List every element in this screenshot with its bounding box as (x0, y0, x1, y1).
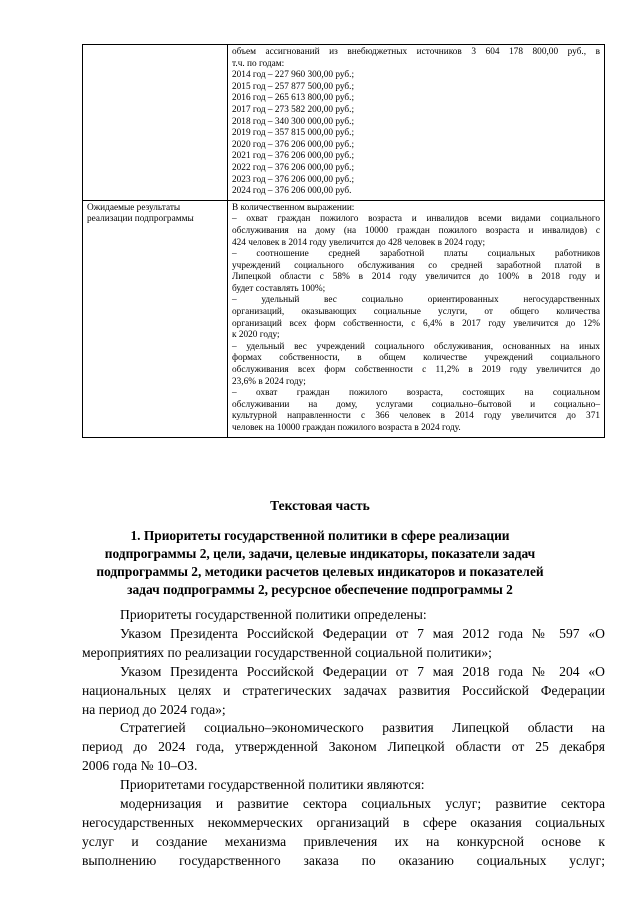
funding-year-line: 2018 год – 340 300 000,00 руб.; (232, 116, 355, 127)
funding-year-line: 2016 год – 265 613 800,00 руб.; (232, 93, 355, 104)
heading-line: подпрограммы 2, методики расчетов целевых индикаторов и показателей (96, 564, 544, 579)
row-label-cell (83, 200, 228, 437)
body-text (82, 606, 605, 871)
result-item-line: будет составлять 100%; (232, 283, 326, 294)
funding-year-line: 2021 год – 376 206 000,00 руб.; (232, 151, 355, 162)
paragraph-line: на период до 2024 года»; (82, 701, 226, 717)
paragraph-line: Стратегией социально–экономического развития Липецкой области на (120, 720, 605, 736)
funding-year-line: 2023 год – 376 206 000,00 руб.; (232, 174, 355, 185)
funding-year-line: 2019 год – 357 815 000,00 руб.; (232, 128, 355, 139)
result-item-line: – соотношение средней заработной платы социальных работников (232, 249, 600, 260)
result-item-line: обслуживания на дому (на 10000 граждан пожилого возраста и инвалидов) с (232, 225, 600, 236)
funding-year-line: 2022 год – 376 206 000,00 руб.; (232, 162, 355, 173)
result-item-line: обслуживания всех форм собственности с 11,2% в 2019 году увеличится до (232, 365, 600, 376)
paragraph-priorities-intro: Приоритеты государственной политики определены: (120, 607, 427, 622)
result-item-line: человек на 10000 граждан пожилого возраста в 2024 году. (232, 423, 461, 433)
funding-year-line: 2015 год – 257 877 500,00 руб.; (232, 81, 355, 92)
result-item-line: – охват граждан пожилого возраста, состоящих на социальном (232, 388, 600, 399)
table-row-funding (83, 45, 605, 201)
funding-year-line: 2020 год – 376 206 000,00 руб.; (232, 139, 355, 150)
paragraph-line: 2006 года № 10–ОЗ. (82, 758, 198, 774)
result-item-line: культурной направленности с 366 человек в 2014 году увеличится до 371 (232, 411, 600, 422)
table-row-results (83, 200, 605, 437)
paragraph-priorities-are: Приоритетами государственной политики являются: (120, 777, 425, 793)
row-label-line: реализации подпрограммы (87, 214, 194, 225)
funding-line: т.ч. по годам: (232, 58, 285, 69)
paragraph-line: модернизация и развитие сектора социальных услуг; развитие сектора (120, 796, 605, 812)
result-item-line: – удельный вес социально ориентированных негосударственных (232, 295, 600, 306)
result-item-line: Липецкой области с 58% в 2014 году увеличится до 100% в 2018 году и (232, 272, 600, 283)
result-item-line: – удельный вес учреждений социального обслуживания, основанных на иных (232, 341, 600, 352)
heading-line: подпрограммы 2, цели, задачи, целевые индикаторы, показатели задач (104, 546, 536, 561)
paragraph-line: национальных целях и стратегических задачах развития Российской Федерации (82, 682, 605, 698)
paragraph-line: Указом Президента Российской Федерации от 7 мая 2012 года № 597 «О (120, 625, 605, 641)
row-label-line: Ожидаемые результаты (87, 202, 181, 213)
paragraph-line: период до 2024 года, утвержденной Законом Липецкой области от 25 декабря (82, 739, 605, 755)
result-item-line: организаций всех форм собственности, с 6,4% в 2017 году увеличится до 12% (232, 318, 600, 329)
paragraph-line: услуг и создание механизма привлечения их на конкурсной основе к (82, 833, 605, 849)
results-intro: В количественном выражении: (232, 202, 355, 213)
funding-year-line: 2017 год – 273 582 200,00 руб.; (232, 104, 355, 115)
heading-line: 1. Приоритеты государственной политики в сфере реализации (130, 528, 510, 543)
result-item-line: организаций, оказывающих социальные услуги, от общего количества (232, 307, 600, 318)
result-item-line: учреждений социального обслуживания со средней заработной платой в (232, 260, 600, 271)
result-item-line: формах собственности, в общем количестве учреждений социального (232, 353, 600, 364)
result-item-line: к 2020 году; (232, 330, 280, 341)
result-item-line: – охват граждан пожилого возраста и инвалидов всеми видами социального (232, 214, 600, 225)
paragraph-line: негосударственных некоммерческих организаций в сфере оказания социальных (82, 814, 605, 830)
heading-line: задач подпрограммы 2, ресурсное обеспечение подпрограммы 2 (127, 582, 513, 597)
chapter-heading (70, 527, 570, 599)
result-item-line: 23,6% в 2024 году; (232, 376, 306, 387)
paragraph-line: выполнению государственного заказа по оказанию социальных услуг; (82, 852, 605, 868)
paragraph-line: Указом Президента Российской Федерации от 7 мая 2018 года № 204 «О (120, 663, 605, 679)
funding-line: объем ассигнований из внебюджетных источников 3 604 178 800,00 руб., в (232, 47, 600, 57)
result-item-line: обслуживании на дому, услугами социально–бытовой и социально– (232, 399, 600, 410)
funding-year-line: 2014 год – 227 960 300,00 руб.; (232, 70, 355, 81)
result-item-line: 424 человек в 2014 году увеличится до 428 человек в 2024 году; (232, 237, 486, 248)
results-cell (228, 200, 605, 437)
paragraph-line: мероприятиях по реализации государственной социальной политики»; (82, 644, 492, 660)
funding-year-line: 2024 год – 376 206 000,00 руб. (232, 186, 352, 197)
funding-cell (228, 45, 605, 201)
section-title: Текстовая часть (270, 498, 370, 513)
passport-table (82, 44, 605, 438)
row-label-cell (83, 45, 228, 201)
